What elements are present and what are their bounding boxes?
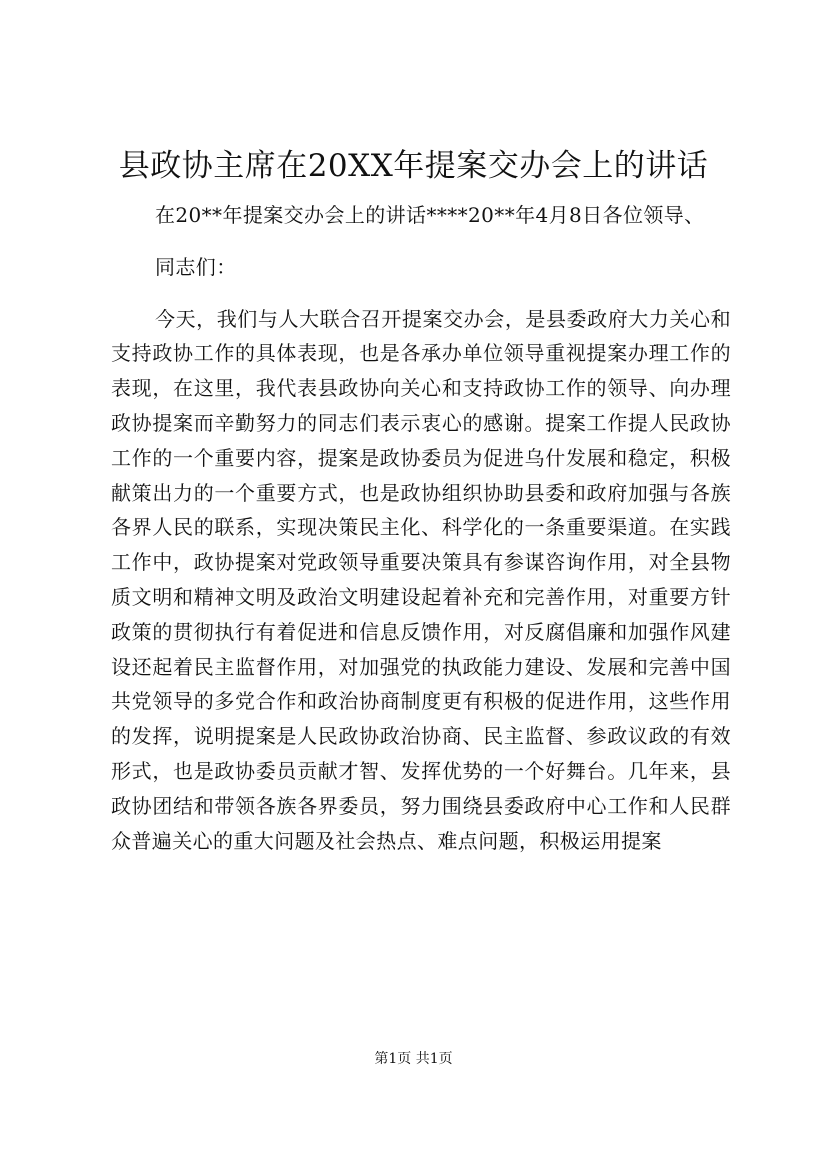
paragraph-salutation: 同志们：: [155, 254, 237, 279]
page-number-footer: 第1页 共1页: [374, 1051, 453, 1067]
document-title: 县政协主席在20XX年提案交办会上的讲话: [118, 148, 709, 184]
document-body: [111, 198, 731, 858]
paragraph-opening: 在20**年提案交办会上的讲话****20**年4月8日各位领导、: [155, 203, 705, 227]
paragraph-main: 今天，我们与人大联合召开提案交办会，是县委政府大力关心和支持政协工作的具体表现，也是各承办单位领导重视提案办理工作的表现，在这里，我代表县政协向关心和支持政协工作的领导、向办理政协提案而辛勤努力的同志们表示衷心的感谢。提案工作提人民政协工作的一个重要内容，提案是政协委员为促进乌什发展和稳定，积极献策出力的一个重要方式，也是政协组织协助县委和政府加强与各族各界人民的联系，实现决策民主化、科学化的一条重要渠道。在实践工作中，政协提案对党政领导重要决策具有参谋咨询作用，对全县物质文明和精神文明及政治文明建设起着补充和完善作用，对重要方针政策的贯彻执行有着促进和信息反馈作用，对反腐倡廉和加强作风建设还起着民主监督作用，对加强党的执政能力建设、发展和完善中国共党领导的多党合作和政治协商制度更有积极的促进作用，这些作用的发挥，说明提案是人民政协政治协商、民主监督、参政议政的有效形式，也是政协委员贡献才智、发挥优势的一个好舞台。几年来，县政协团结和带领各族各界委员，努力围绕县委政府中心工作和人民群众普遍关心的重大问题及社会热点、难点问题，积极运用提案: [111, 306, 731, 853]
